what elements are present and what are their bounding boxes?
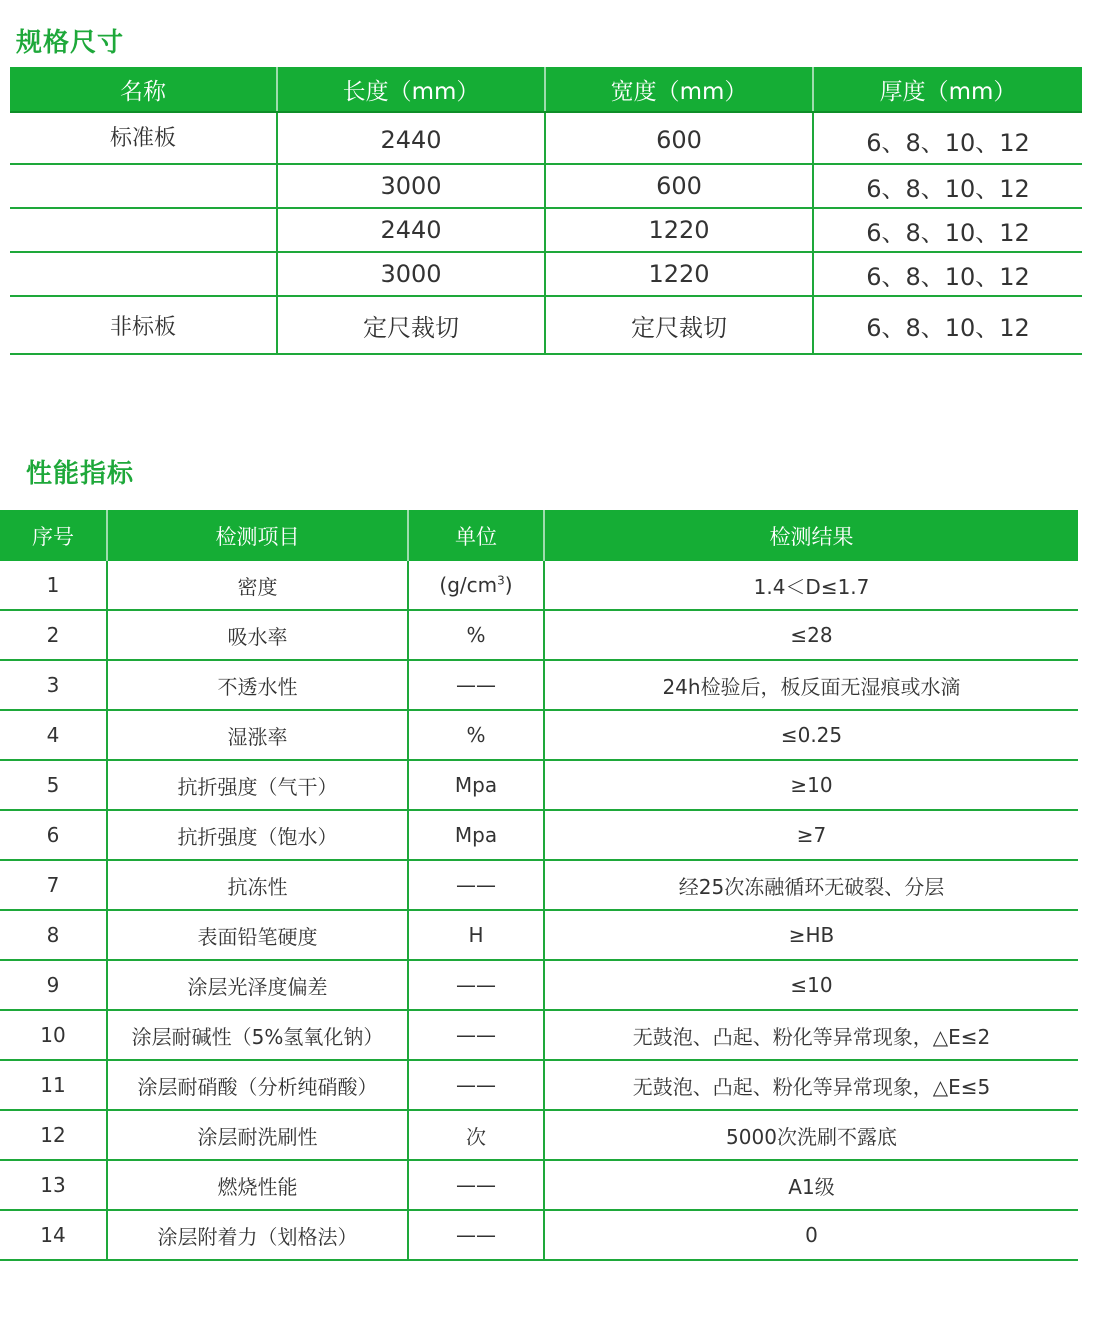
perf-cell-no: 4 xyxy=(0,710,107,760)
perf-cell-result: ≤28 xyxy=(544,610,1078,660)
unit-text: (g/cm xyxy=(439,573,498,597)
perf-cell-unit: 次 xyxy=(408,1110,544,1160)
perf-cell-result: ≤10 xyxy=(544,960,1078,1010)
spec-cell-thickness: 6、8、10、12 xyxy=(813,208,1082,252)
perf-cell-unit: —— xyxy=(408,960,544,1010)
perf-cell-item: 密度 xyxy=(107,561,408,610)
perf-cell-unit: —— xyxy=(408,860,544,910)
spec-cell-name xyxy=(10,252,277,296)
perf-cell-no: 13 xyxy=(0,1160,107,1210)
perf-cell-item: 抗折强度（饱水） xyxy=(107,810,408,860)
perf-cell-result: 无鼓泡、凸起、粉化等异常现象，△E≤5 xyxy=(544,1060,1078,1110)
perf-row xyxy=(0,760,1078,810)
perf-cell-no: 9 xyxy=(0,960,107,1010)
spec-cell-thickness: 6、8、10、12 xyxy=(813,112,1082,164)
perf-cell-unit xyxy=(408,561,544,610)
perf-cell-no: 6 xyxy=(0,810,107,860)
perf-cell-unit: —— xyxy=(408,1010,544,1060)
perf-cell-no: 3 xyxy=(0,660,107,710)
perf-row xyxy=(0,960,1078,1010)
spec-header-name: 名称 xyxy=(10,67,277,112)
perf-cell-result: 经25次冻融循环无破裂、分层 xyxy=(544,860,1078,910)
perf-row xyxy=(0,1160,1078,1210)
spec-header-width: 宽度（mm） xyxy=(545,67,813,112)
perf-cell-item: 燃烧性能 xyxy=(107,1160,408,1210)
perf-row xyxy=(0,561,1078,610)
perf-cell-item: 不透水性 xyxy=(107,660,408,710)
perf-header-item: 检测项目 xyxy=(107,510,408,561)
perf-cell-no: 2 xyxy=(0,610,107,660)
perf-cell-unit: % xyxy=(408,610,544,660)
perf-cell-no: 10 xyxy=(0,1010,107,1060)
perf-row xyxy=(0,910,1078,960)
spec-row xyxy=(10,208,1082,252)
perf-cell-unit: % xyxy=(408,710,544,760)
perf-cell-no: 1 xyxy=(0,561,107,610)
perf-row xyxy=(0,860,1078,910)
perf-cell-item: 涂层附着力（划格法） xyxy=(107,1210,408,1260)
perf-cell-unit: —— xyxy=(408,1060,544,1110)
perf-cell-unit: Mpa xyxy=(408,760,544,810)
unit-superscript: 3 xyxy=(497,573,505,588)
perf-cell-unit: —— xyxy=(408,1160,544,1210)
spec-header-length: 长度（mm） xyxy=(277,67,545,112)
perf-cell-item: 涂层耐洗刷性 xyxy=(107,1110,408,1160)
spec-cell-width: 1220 xyxy=(545,208,813,252)
perf-row xyxy=(0,1060,1078,1110)
perf-cell-no: 12 xyxy=(0,1110,107,1160)
spec-cell-width: 600 xyxy=(545,112,813,164)
perf-cell-result: ≥7 xyxy=(544,810,1078,860)
perf-cell-no: 7 xyxy=(0,860,107,910)
perf-cell-item: 涂层耐硝酸（分析纯硝酸） xyxy=(107,1060,408,1110)
spec-cell-width: 定尺裁切 xyxy=(545,296,813,354)
perf-cell-unit: —— xyxy=(408,660,544,710)
perf-cell-result: 5000次洗刷不露底 xyxy=(544,1110,1078,1160)
perf-row xyxy=(0,810,1078,860)
perf-row xyxy=(0,1110,1078,1160)
perf-cell-item: 抗冻性 xyxy=(107,860,408,910)
spec-header-thickness: 厚度（mm） xyxy=(813,67,1082,112)
perf-cell-result: ≥10 xyxy=(544,760,1078,810)
spec-row xyxy=(10,164,1082,208)
perf-cell-result: ≥HB xyxy=(544,910,1078,960)
perf-cell-no: 14 xyxy=(0,1210,107,1260)
perf-cell-result: 1.4＜D≤1.7 xyxy=(544,561,1078,610)
perf-cell-item: 表面铅笔硬度 xyxy=(107,910,408,960)
spec-cell-width: 600 xyxy=(545,164,813,208)
perf-cell-unit: Mpa xyxy=(408,810,544,860)
perf-cell-item: 抗折强度（气干） xyxy=(107,760,408,810)
spec-cell-length: 3000 xyxy=(277,164,545,208)
spec-cell-length: 定尺裁切 xyxy=(277,296,545,354)
perf-cell-no: 11 xyxy=(0,1060,107,1110)
perf-table xyxy=(0,510,1078,1261)
perf-header-no: 序号 xyxy=(0,510,107,561)
perf-cell-item: 吸水率 xyxy=(107,610,408,660)
perf-header-result: 检测结果 xyxy=(544,510,1078,561)
perf-cell-item: 涂层光泽度偏差 xyxy=(107,960,408,1010)
spec-row xyxy=(10,296,1082,354)
perf-cell-unit: H xyxy=(408,910,544,960)
perf-header-row xyxy=(0,510,1078,561)
spec-row xyxy=(10,252,1082,296)
perf-header-unit: 单位 xyxy=(408,510,544,561)
spec-cell-length: 2440 xyxy=(277,208,545,252)
spec-section-title: 规格尺寸 xyxy=(16,28,125,58)
perf-cell-item: 涂层耐碱性（5%氢氧化钠） xyxy=(107,1010,408,1060)
perf-cell-no: 5 xyxy=(0,760,107,810)
spec-cell-length: 2440 xyxy=(277,112,545,164)
perf-cell-no: 8 xyxy=(0,910,107,960)
spec-cell-thickness: 6、8、10、12 xyxy=(813,164,1082,208)
perf-cell-result: A1级 xyxy=(544,1160,1078,1210)
perf-cell-unit: —— xyxy=(408,1210,544,1260)
spec-cell-name xyxy=(10,208,277,252)
spec-cell-name: 标准板 xyxy=(10,112,277,164)
spec-row xyxy=(10,112,1082,164)
spec-table xyxy=(10,67,1082,355)
perf-row xyxy=(0,1210,1078,1260)
perf-cell-result: 0 xyxy=(544,1210,1078,1260)
perf-row xyxy=(0,710,1078,760)
perf-cell-result: 无鼓泡、凸起、粉化等异常现象，△E≤2 xyxy=(544,1010,1078,1060)
spec-cell-thickness: 6、8、10、12 xyxy=(813,252,1082,296)
perf-cell-item: 湿涨率 xyxy=(107,710,408,760)
spec-cell-name xyxy=(10,164,277,208)
perf-row xyxy=(0,610,1078,660)
perf-cell-result: ≤0.25 xyxy=(544,710,1078,760)
unit-text-end: ) xyxy=(504,573,513,597)
perf-section-title: 性能指标 xyxy=(26,459,135,489)
spec-header-row xyxy=(10,67,1082,112)
perf-row xyxy=(0,1010,1078,1060)
perf-cell-result: 24h检验后，板反面无湿痕或水滴 xyxy=(544,660,1078,710)
spec-cell-name: 非标板 xyxy=(10,296,277,354)
spec-cell-thickness: 6、8、10、12 xyxy=(813,296,1082,354)
spec-cell-width: 1220 xyxy=(545,252,813,296)
spec-cell-length: 3000 xyxy=(277,252,545,296)
perf-row xyxy=(0,660,1078,710)
